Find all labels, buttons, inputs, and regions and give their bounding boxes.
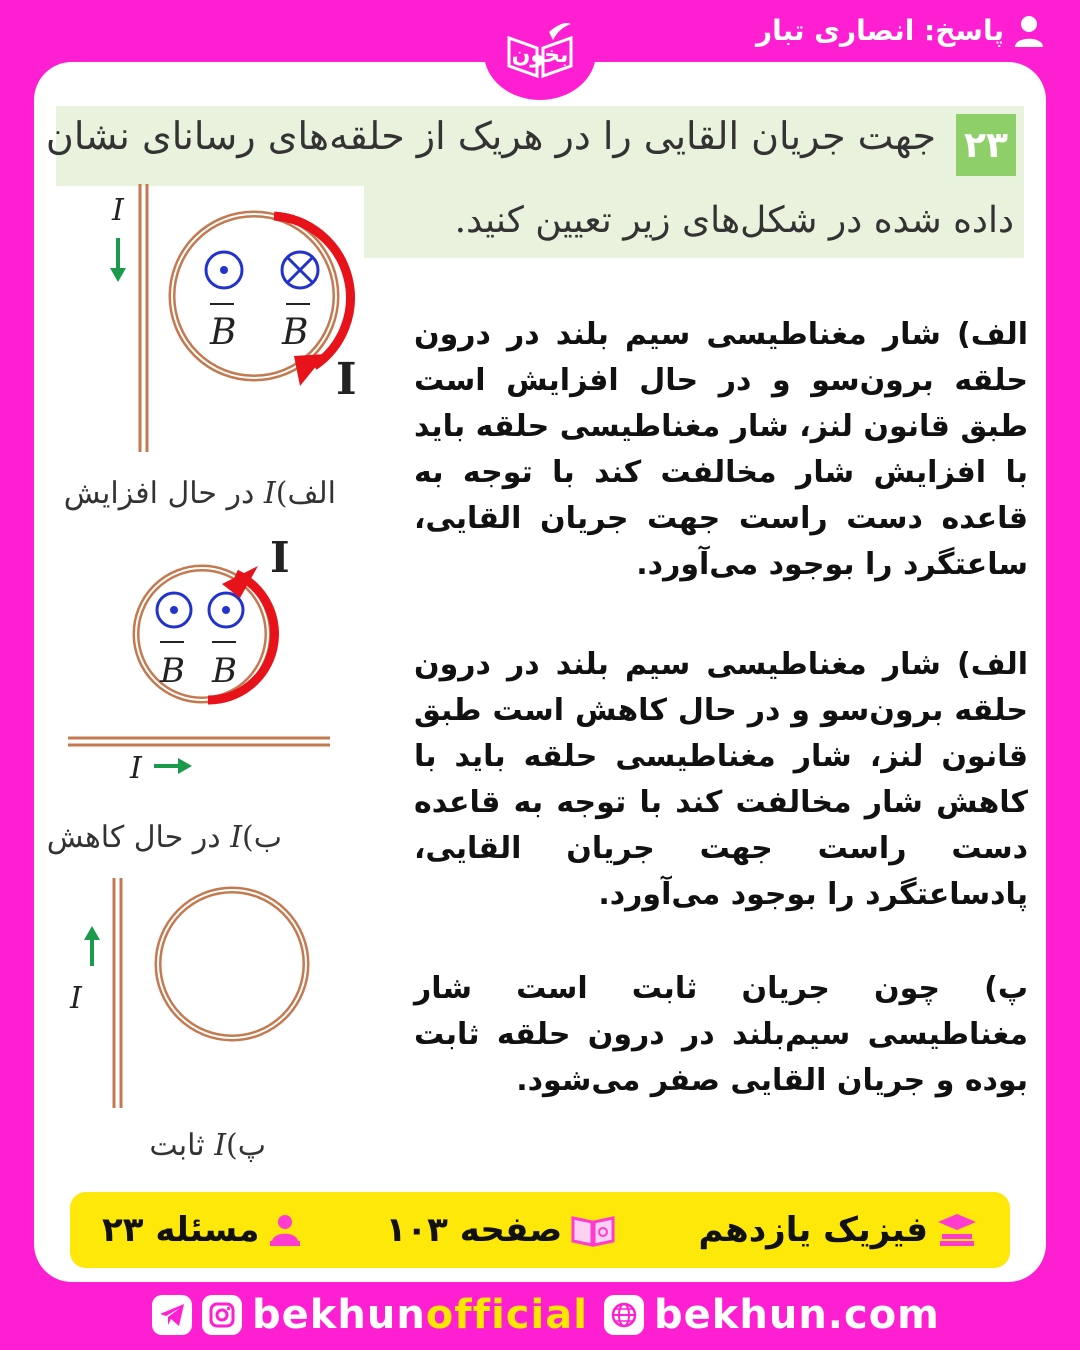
page-label: صفحه ۱۰۳ [385, 1210, 563, 1250]
teacher-icon [267, 1212, 303, 1248]
figure-a-caption-var: I [263, 476, 276, 511]
answer-author [756, 14, 1044, 47]
website-text[interactable]: bekhun.com [654, 1292, 940, 1338]
book-info [699, 1210, 979, 1250]
figure-b [64, 532, 364, 792]
logo-text: بخون [511, 43, 569, 68]
open-book-icon [570, 1212, 616, 1248]
answer-paragraph-c: پ) چون جریان ثابت است شار مغناطیسی سیم‌بلند در درون حلقه ثابت بوده و جریان القایی صفر می‌شود. [414, 971, 1028, 1098]
question-number: ۲۳ [956, 114, 1016, 176]
instagram-icon[interactable] [202, 1295, 242, 1335]
figure-a-field-label-right: B [282, 312, 309, 353]
down-arrow-icon [110, 238, 126, 282]
figure-b-field-label-left: B [160, 651, 185, 691]
social-handle-text[interactable] [252, 1292, 588, 1338]
figure-c-caption-rest: ثابت [149, 1128, 205, 1163]
figure-a-caption-label: الف) [275, 476, 336, 511]
answer-paragraph-a: الف) شار مغناطیسی سیم بلند در درون حلقه برون‌سو و در حال افزایش است طبق قانون لنز، شار مغناطیسی حلقه باید با افزایش شار مخالفت کند با توجه به قاعده دست راست جهت جریان القایی، ساعتگرد را بوجود می‌آورد. [414, 317, 1028, 582]
figure-b-induced-current-label: I [270, 533, 290, 582]
field-out-icon [157, 593, 191, 627]
field-out-icon [206, 252, 242, 288]
figure-c-caption-var: I [214, 1128, 227, 1163]
book-logo-icon [497, 18, 583, 88]
problem-label: مسئله ۲۳ [102, 1210, 260, 1250]
figure-a-induced-current-label: I [336, 354, 357, 405]
globe-icon[interactable] [604, 1295, 644, 1335]
figure-a [74, 180, 374, 460]
handle-main: bekhun [252, 1292, 426, 1338]
figure-b-wire-current-label: I [130, 751, 142, 786]
content-card [34, 62, 1046, 1282]
up-arrow-icon [84, 926, 100, 966]
brand-logo [484, 6, 596, 100]
figure-c-caption [149, 1128, 266, 1163]
figure-b-field-label-right: B [212, 651, 237, 691]
handle-accent: official [425, 1292, 588, 1338]
figure-c [64, 874, 364, 1114]
figure-b-caption-var: I [230, 820, 243, 855]
social-handle[interactable] [152, 1292, 588, 1338]
user-icon [1014, 15, 1044, 47]
question-text-line2: داده شده در شکل‌های زیر تعیین کنید. [454, 200, 1014, 241]
question-text-line1: جهت جریان القایی را در هریک از حلقه‌های رسانای نشان [45, 114, 936, 158]
figure-a-caption [64, 476, 336, 511]
figure-b-caption [47, 820, 282, 855]
figure-a-caption-rest: در حال افزایش [63, 476, 255, 511]
right-arrow-icon [154, 758, 192, 774]
graduation-books-icon [936, 1212, 978, 1248]
book-label: فیزیک یازدهم [698, 1210, 928, 1250]
page-info [386, 1210, 617, 1250]
answer-paragraph-b: الف) شار مغناطیسی سیم بلند در درون حلقه برون‌سو و در حال کاهش است طبق قانون لنز، شار مغناطیسی حلقه باید با کاهش شار مخالفت کند با توجه به قاعده دست راست جهت جریان القایی، پادساعتگرد را بوجود می‌آورد. [414, 647, 1028, 912]
website-link[interactable] [604, 1292, 940, 1338]
figure-a-wire-current-label: I [112, 193, 124, 228]
figure-c-caption-label: پ) [226, 1128, 266, 1163]
problem-info [102, 1210, 303, 1250]
figure-c-wire-current-label: I [70, 981, 82, 1016]
figure-a-field-label-left: B [210, 312, 237, 353]
figure-b-caption-label: ب) [242, 820, 282, 855]
answer-author-label: پاسخ: انصاری تبار [755, 14, 1004, 47]
telegram-icon[interactable] [152, 1295, 192, 1335]
field-in-icon [282, 252, 318, 288]
info-bar [70, 1192, 1010, 1268]
figure-b-caption-rest: در حال کاهش [46, 820, 221, 855]
field-out-icon [209, 593, 243, 627]
